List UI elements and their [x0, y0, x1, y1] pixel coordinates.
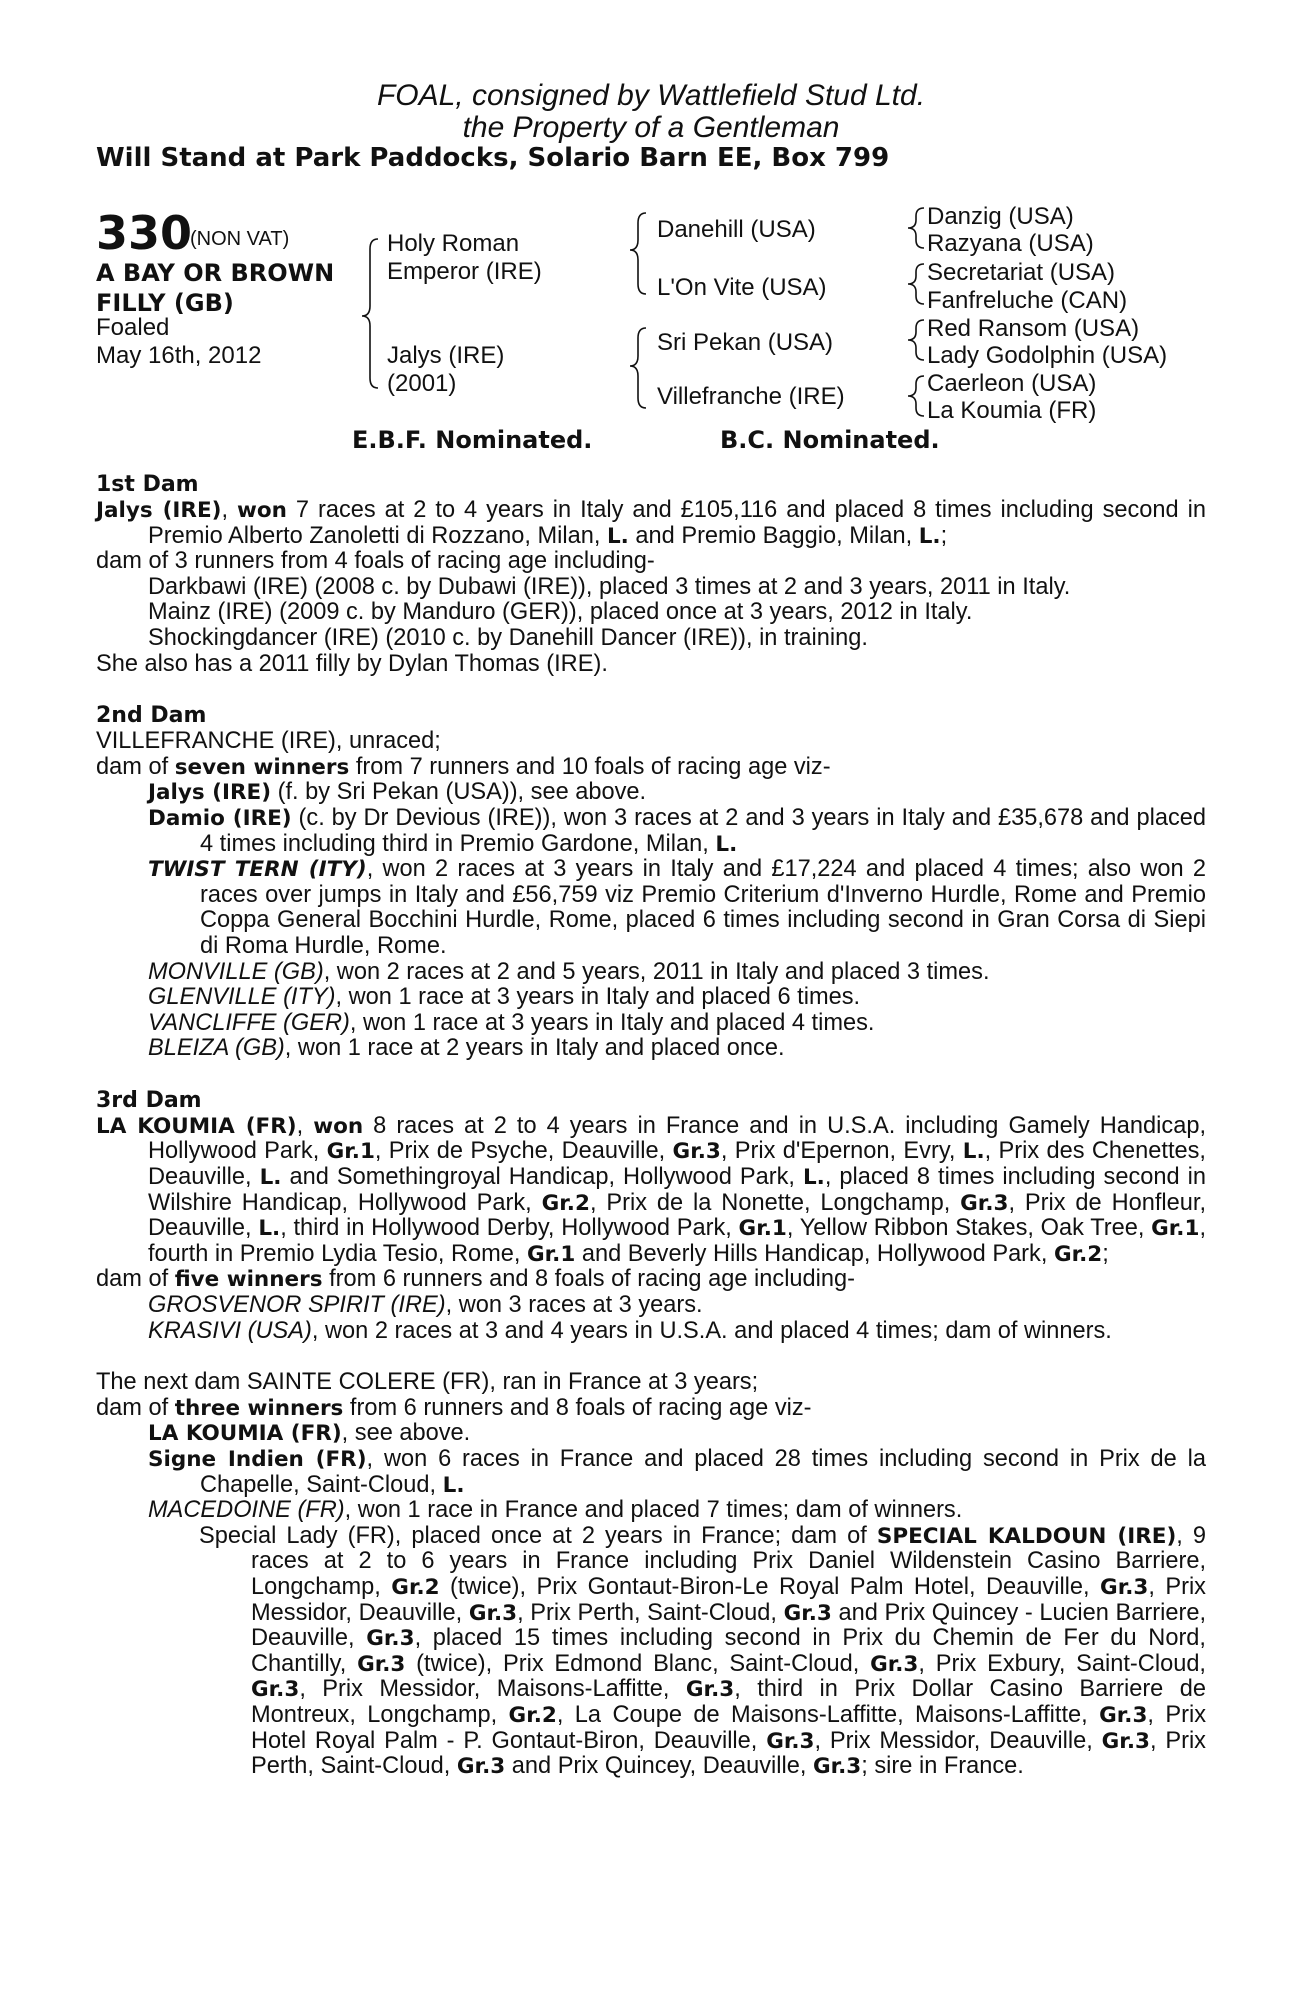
vat-status: (NON VAT): [190, 228, 290, 250]
produce-item: [96, 1319, 1206, 1345]
produce-summary: [96, 1396, 1206, 1422]
record-text: , Prix Messidor, Maisons-Laffitte,: [299, 1676, 686, 1703]
lot-number: 330: [96, 206, 193, 260]
grade-label: Gr.3: [870, 1651, 919, 1677]
dam-name: [387, 342, 504, 398]
grade-label: Gr.3: [960, 1190, 1009, 1216]
grade-label: L.: [259, 1165, 282, 1191]
grade-label: L.: [802, 1165, 825, 1191]
bc-nominated: B.C. Nominated.: [720, 426, 940, 454]
produce-item: Shockingdancer (IRE) (2010 c. by Danehill Dancer (IRE)), in training.: [148, 624, 868, 651]
dam-name-line2: (2001): [387, 370, 457, 397]
dam-lines: [96, 472, 1206, 1806]
horse-name: MONVILLE (GB): [148, 958, 324, 985]
record-text: and Somethingroyal Handicap, Hollywood Park,: [281, 1164, 803, 1191]
record-text: and Prix Quincey - Lucien Barriere, Deauville,: [251, 1599, 1206, 1652]
produce-item: Darkbawi (IRE) (2008 c. by Dubawi (IRE)), placed 3 times at 2 and 3 years, 2011 in Italy.: [148, 573, 1071, 600]
horse-name: Jalys (IRE): [148, 780, 272, 806]
record-text: , placed 8 times including second in Wilshire Handicap, Hollywood Park,: [148, 1164, 1206, 1216]
record-text: and Prix Quincey, Deauville,: [505, 1753, 813, 1780]
record-text: , Prix Messidor, Deauville,: [251, 1573, 1206, 1626]
produce-item: [96, 1498, 1206, 1524]
lot-description-line2: FILLY (GB): [96, 289, 234, 317]
property-line: the Property of a Gentleman: [462, 111, 840, 144]
grade-label: Gr.1: [1151, 1216, 1200, 1242]
grade-label: Gr.2: [1053, 1241, 1103, 1267]
record-text: 7 races at 2 to 4 years in Italy and £105,116 and placed 8 times including second in Premio Alberto Zanoletti di Rozzano, Milan,: [148, 497, 1206, 549]
grade-label: Gr.3: [766, 1728, 815, 1754]
grade-label: Gr.1: [527, 1241, 576, 1267]
grade-label: Gr.3: [1101, 1728, 1150, 1754]
record-text: dam of: [96, 753, 175, 780]
record-text: , Prix Exbury, Saint-Cloud,: [918, 1650, 1206, 1677]
grade-label: Gr.3: [1099, 1702, 1148, 1728]
produce-summary: [96, 1267, 1206, 1293]
record-text: from 6 runners and 8 foals of racing age viz-: [343, 1394, 812, 1421]
grade-label: Gr.3: [357, 1651, 406, 1677]
record-text: , Prix de Psyche, Deauville,: [374, 1138, 673, 1165]
grade-label: Gr.3: [672, 1139, 721, 1165]
record-text: , won 2 races at 3 and 4 years in U.S.A. and placed 4 times; dam of winners.: [311, 1317, 1112, 1344]
foaled-label: Foaled: [96, 314, 170, 341]
grade-label: Gr.3: [812, 1754, 862, 1780]
lot-description-line1: A BAY OR BROWN: [96, 259, 335, 287]
grandsire-8: La Koumia (FR): [927, 397, 1097, 424]
produce-item: Mainz (IRE) (2009 c. by Manduro (GER)), placed once at 3 years, 2012 in Italy.: [148, 599, 973, 626]
location-line: Will Stand at Park Paddocks, Solario Barn EE, Box 799: [96, 143, 890, 173]
record-text: and Premio Baggio, Milan,: [628, 522, 919, 549]
horse-name: MACEDOINE (FR): [148, 1497, 345, 1524]
record-text: (twice), Prix Gontaut-Biron-Le Royal Palm Hotel, Deauville,: [439, 1573, 1101, 1600]
record-text: , fourth in Premio Lydia Tesio, Rome,: [148, 1215, 1206, 1267]
produce-item: [96, 1524, 1206, 1780]
record-text: , won 6 races in France and placed 28 times including second in Prix de la Chapelle, Saint-Cloud,: [200, 1446, 1207, 1498]
won-label: won: [237, 498, 287, 523]
grade-label: Gr.1: [326, 1139, 375, 1165]
produce-summary: dam of 3 runners from 4 foals of racing age including-: [96, 548, 655, 575]
record-text: 8 races at 2 to 4 years in France and in U.S.A. including Gamely Handicap, Hollywood Park,: [148, 1112, 1206, 1165]
record-text: , won 3 races at 3 years.: [445, 1292, 703, 1319]
bracket-g1: [908, 208, 924, 248]
record-text: , third in Hollywood Derby, Hollywood Park,: [280, 1215, 739, 1242]
dam-dam: Villefranche (IRE): [657, 383, 845, 410]
horse-name: TWIST TERN (ITY): [148, 857, 367, 883]
produce-item: [96, 1011, 1206, 1037]
consignor-line: FOAL, consigned by Wattlefield Stud Ltd.: [376, 79, 926, 112]
grade-label: Gr.1: [738, 1216, 787, 1242]
record-text: , La Coupe de Maisons-Laffitte, Maisons-Laffitte,: [556, 1701, 1100, 1728]
bracket-dam-line: [630, 328, 646, 408]
record-text: (twice), Prix Edmond Blanc, Saint-Cloud,: [405, 1650, 871, 1677]
produce-note: She also has a 2011 filly by Dylan Thomas (IRE).: [96, 650, 608, 677]
record-text: , placed 15 times including second in Prix du Chemin de Fer du Nord, Chantilly,: [251, 1625, 1206, 1677]
horse-name: Signe Indien (FR): [148, 1447, 367, 1472]
grade-label: L.: [258, 1216, 281, 1242]
winners-count: seven winners: [174, 754, 350, 780]
record-text: ;: [940, 522, 948, 549]
grade-label: Gr.3: [685, 1677, 735, 1703]
grade-label: L.: [962, 1139, 985, 1165]
record-text: , Prix de Honfleur, Deauville,: [148, 1189, 1206, 1242]
record-text: , Prix de la Nonette, Longchamp,: [589, 1189, 961, 1216]
grandsire-5: Red Ransom (USA): [927, 315, 1140, 342]
produce-item: [96, 780, 1206, 806]
produce-item: [96, 1421, 1206, 1447]
first-dam-record: Jalys (IRE), won 7 races at 2 to 4 years in Italy and £105,116 and placed 8 times including second in Premio Alberto Zanoletti di Rozzano, Milan, L. and Premio Baggio, Milan, L.;: [96, 497, 1206, 549]
record-text: , 9 races at 2 to 6 years in France including Prix Daniel Wildenstein Casino Barriere, Longchamp,: [251, 1522, 1206, 1600]
second-dam-name: VILLEFRANCHE (IRE), unraced;: [96, 728, 441, 755]
grandsire-1: Danzig (USA): [927, 203, 1074, 230]
ebf-nominated: E.B.F. Nominated.: [352, 426, 593, 454]
second-dam-section: [96, 703, 1206, 1062]
record-text: ;: [1102, 1240, 1109, 1267]
record-text: , won 1 race at 3 years in Italy and placed 6 times.: [335, 984, 861, 1011]
sire-dam: L'On Vite (USA): [657, 274, 827, 301]
bracket-sire-line: [630, 213, 646, 294]
grade-label: L.: [715, 831, 738, 857]
record-text: Special Lady (FR), placed once at 2 years in France; dam of: [199, 1522, 877, 1549]
record-text: , see above.: [341, 1420, 471, 1447]
first-dam-section: [96, 472, 1206, 677]
grandsire-4: Fanfreluche (CAN): [927, 287, 1128, 314]
record-text: (f. by Sri Pekan (USA)), see above.: [271, 779, 647, 806]
horse-name: Jalys (IRE): [96, 498, 222, 523]
grade-label: L.: [918, 523, 941, 549]
dam-name-line1: Jalys (IRE): [387, 342, 505, 369]
record-text: , won 1 race at 3 years in Italy and placed 4 times.: [349, 1009, 875, 1036]
record-text: , Prix Hotel Royal Palm - P. Gontaut-Biron, Deauville,: [251, 1701, 1206, 1754]
dam-sire: Sri Pekan (USA): [657, 329, 834, 356]
horse-name: LA KOUMIA (FR): [148, 1421, 342, 1447]
grandsire-2: Razyana (USA): [927, 230, 1094, 257]
produce-item: [96, 1447, 1206, 1498]
grandsire-3: Secretariat (USA): [927, 259, 1116, 286]
won-label: won: [313, 1113, 364, 1139]
grade-label: Gr.2: [508, 1702, 557, 1728]
record-text: , Prix Perth, Saint-Cloud,: [517, 1599, 784, 1626]
record-text: , Yellow Ribbon Stakes, Oak Tree,: [786, 1215, 1152, 1242]
record-text: , Prix Messidor, Deauville,: [814, 1727, 1102, 1754]
produce-item: [96, 985, 1206, 1011]
produce-item: [96, 1036, 1206, 1062]
horse-name: Damio (IRE): [148, 805, 292, 831]
record-text: , Prix des Chenettes, Deauville,: [148, 1138, 1206, 1191]
grandsire-6: Lady Godolphin (USA): [927, 342, 1168, 369]
section-title: 1st Dam: [96, 472, 199, 497]
produce-item: [96, 806, 1206, 857]
grade-label: L.: [442, 1472, 465, 1498]
bracket-sire-dam: [362, 239, 378, 388]
record-text: , third in Prix Dollar Casino Barriere de Montreux, Longchamp,: [251, 1676, 1206, 1728]
horse-name: LA KOUMIA (FR): [96, 1113, 297, 1139]
record-text: dam of: [96, 1266, 175, 1293]
record-text: , won 2 races at 2 and 5 years, 2011 in Italy and placed 3 times.: [323, 958, 990, 985]
sire-name: [387, 230, 542, 286]
record-text: (c. by Dr Devious (IRE)), won 3 races at 2 and 3 years in Italy and £35,678 and placed 4 times including third in Premio Gardone, Milan,: [200, 804, 1206, 857]
grade-label: Gr.3: [456, 1754, 506, 1780]
produce-item: [96, 1293, 1206, 1319]
third-dam-record: LA KOUMIA (FR), won 8 races at 2 to 4 years in France and in U.S.A. including Gamely Handicap, Hollywood Park, Gr.1, Prix de Psyche, Deauville, Gr.3, Prix d'Epernon, Evry, L., Prix des Chenettes, Deauville, L. and Somethingroyal Handicap, Hollywood Park, L., placed 8 times including second in Wilshire Handicap, Hollywood Park, Gr.2, Prix de la Nonette, Longchamp, Gr.3, Prix de Honfleur, Deauville, L., third in Hollywood Derby, Hollywood Park, Gr.1, Yellow Ribbon Stakes, Oak Tree, Gr.1, fourth in Premio Lydia Tesio, Rome, Gr.1 and Beverly Hills Handicap, Hollywood Park, Gr.2;: [96, 1112, 1206, 1267]
record-text: , won 1 race in France and placed 7 times; dam of winners.: [344, 1497, 963, 1524]
record-text: and Beverly Hills Handicap, Hollywood Park,: [575, 1240, 1054, 1267]
horse-name: KRASIVI (USA): [148, 1317, 312, 1344]
grade-label: Gr.2: [541, 1190, 590, 1216]
horse-name: SPECIAL KALDOUN (IRE): [876, 1523, 1177, 1549]
sire-name-line2: Emperor (IRE): [387, 258, 542, 285]
winners-count: five winners: [174, 1267, 323, 1293]
grade-label: Gr.3: [1100, 1574, 1149, 1600]
record-text: , Prix Perth, Saint-Cloud,: [251, 1727, 1206, 1780]
produce-item: [96, 960, 1206, 986]
record-text: , Prix d'Epernon, Evry,: [720, 1138, 963, 1165]
section-title: 2nd Dam: [96, 703, 207, 729]
grade-label: Gr.2: [391, 1574, 440, 1600]
sire-name-line1: Holy Roman: [387, 230, 520, 257]
record-text: , won 2 races at 3 years in Italy and £17,224 and placed 4 times; also won 2 races over jumps in Italy and £56,759 viz Premio Criterium d'Inverno Hurdle, Rome and Premio Coppa General Bocchini Hurdle, Rome, placed 6 times including second in Gran Corsa di Siepi di Roma Hurdle, Rome.: [200, 856, 1206, 959]
grade-label: Gr.3: [468, 1600, 518, 1626]
sire-sire: Danehill (USA): [657, 216, 816, 243]
bracket-g4: [908, 376, 924, 416]
record-text: dam of: [96, 1394, 175, 1421]
foaled-date: May 16th, 2012: [96, 342, 262, 369]
horse-name: BLEIZA (GB): [148, 1035, 285, 1062]
grandsire-7: Caerleon (USA): [927, 370, 1097, 397]
section-title: 3rd Dam: [96, 1087, 202, 1113]
winners-count: three winners: [174, 1395, 344, 1421]
record-text: , won 1 race at 2 years in Italy and placed once.: [284, 1035, 785, 1062]
produce-summary: [96, 755, 1206, 781]
grade-label: Gr.3: [366, 1626, 415, 1652]
third-dam-section: [96, 1088, 1206, 1344]
bracket-g3: [908, 320, 924, 360]
next-dam-line: The next dam SAINTE COLERE (FR), ran in France at 3 years;: [96, 1369, 759, 1396]
produce-item: [96, 857, 1206, 959]
record-text: ; sire in France.: [861, 1753, 1024, 1780]
grade-label: L.: [606, 523, 629, 549]
bracket-g2: [908, 264, 924, 304]
horse-name: GLENVILLE (ITY): [148, 984, 336, 1011]
horse-name: GROSVENOR SPIRIT (IRE): [148, 1292, 446, 1319]
horse-name: VANCLIFFE (GER): [148, 1009, 350, 1036]
grade-label: Gr.3: [251, 1677, 300, 1703]
next-dam-section: [96, 1370, 1206, 1780]
grade-label: Gr.3: [783, 1600, 832, 1626]
record-text: from 6 runners and 8 foals of racing age including-: [322, 1266, 856, 1293]
record-text: from 7 runners and 10 foals of racing age viz-: [349, 753, 831, 780]
